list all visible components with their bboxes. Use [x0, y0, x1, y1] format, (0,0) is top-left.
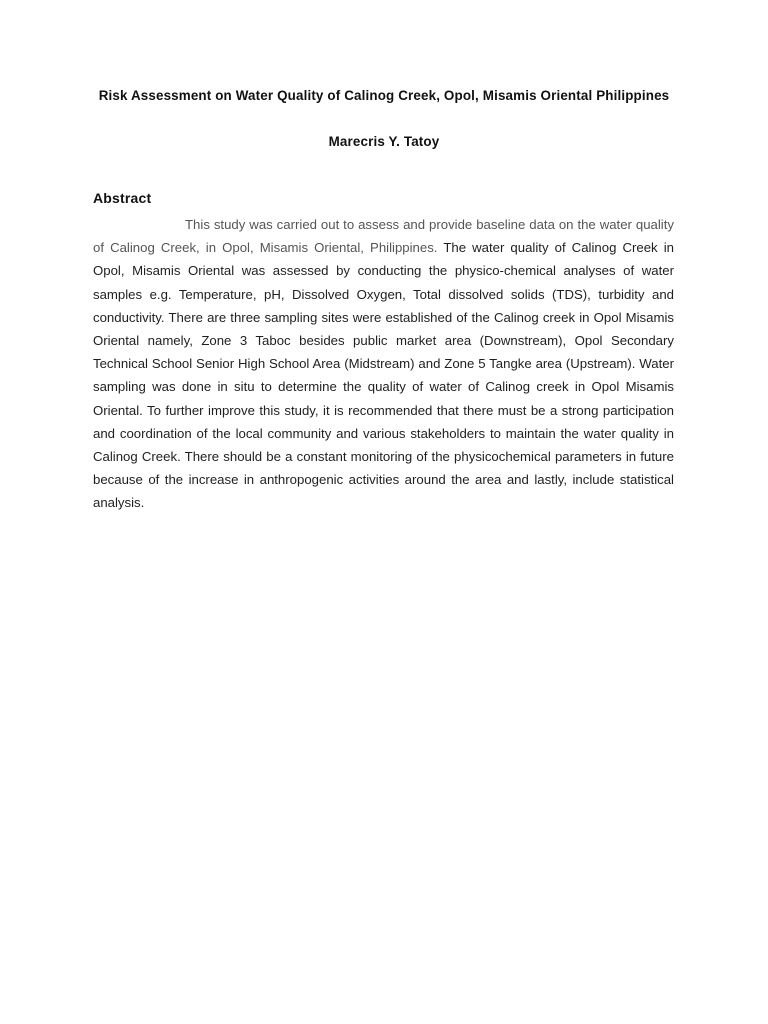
abstract-heading: Abstract: [93, 190, 152, 206]
author-name: Marecris Y. Tatoy: [328, 134, 440, 149]
abstract-remaining-text: The water quality of Calinog Creek in Opol, Misamis Oriental was assessed by conducting the physico-chemical analyses of water samples e.g. Temperature, pH, Dissolved Oxygen, Total dissolved solids (TDS), turbidity and conductivity. There are three sampling sites were established of the Calinog creek in Opol Misamis Oriental namely, Zone 3 Taboc besides public market area (Downstream), Opol Secondary Technical School Senior High School Area (Midstream) and Zone 5 Tangke area (Upstream). Water sampling was done in situ to determine the quality of water of Calinog creek in Opol Misamis Oriental. To further improve this study, it is recommended that there must be a strong participation and coordination of the local community and various stakeholders to maintain the water quality in Calinog Creek. There should be a constant monitoring of the physicochemical parameters in future because of the increase in anthropogenic activities around the area and lastly, include statistical analysis.: [93, 240, 674, 511]
abstract-lead-sentence: This study was carried out to assess and provide baseline data on the water quality of Calinog Creek, in Opol, Misamis Oriental, Philippines.: [93, 217, 674, 256]
paper-title: Risk Assessment on Water Quality of Calinog Creek, Opol, Misamis Oriental Philippines: [98, 88, 670, 103]
abstract-paragraph: [93, 213, 674, 515]
